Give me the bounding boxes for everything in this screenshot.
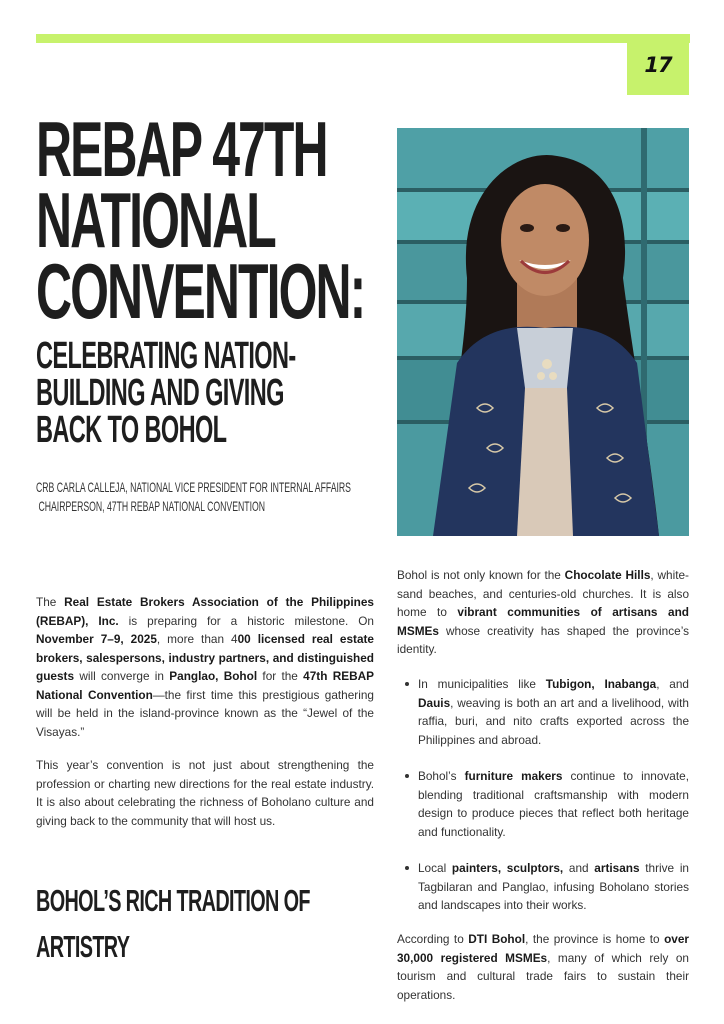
list-item (397, 767, 689, 841)
title-line: NATIONAL (36, 176, 275, 264)
bold-run: artisans (594, 861, 640, 875)
list-item (397, 859, 689, 915)
title-line: CONVENTION: (36, 247, 365, 335)
text-run: , and (656, 677, 689, 691)
list-item (397, 675, 689, 749)
subtitle-line: BUILDING AND GIVING (36, 372, 284, 414)
byline-line: CRB CARLA CALLEJA, NATIONAL VICE PRESIDENT FOR INTERNAL AFFAIRS (36, 479, 351, 495)
text-run: , white-sand beaches, and centuries-old churches. It is also home to (397, 568, 689, 619)
bold-run: 00 licensed real estate brokers, salespersons, industry partners, and distinguished guests (36, 632, 374, 683)
text-run: —the first time this prestigious gathering will be held in the island-province known as the “Jewel of the Visayas.” (36, 687, 374, 739)
section-heading-line: BOHOL’S RICH TRADITION OF (36, 883, 310, 918)
text-run: continue to innovate, blending traditional craftsmanship with modern design to produce pieces that reflect both heritage and functionality. (418, 769, 689, 839)
text-run: , weaving is both an art and a livelihood, with raffia, buri, and nito crafts exported across the Philippines and abroad. (418, 695, 689, 747)
title-line: REBAP 47TH (36, 105, 327, 193)
bold-run: Dauis (418, 695, 451, 710)
top-accent-bar (36, 34, 690, 43)
text-run: and (563, 861, 595, 875)
bold-run: furniture makers (464, 769, 563, 783)
author-portrait-photo (397, 128, 689, 536)
byline-line: CHAIRPERSON, 47TH REBAP NATIONAL CONVENTION (38, 498, 266, 514)
text-run: , more than 4 (156, 632, 238, 646)
text-run: In municipalities like (418, 677, 546, 691)
bold-run: vibrant communities of artisans and MSMEs (397, 605, 690, 638)
subtitle-line: BACK TO BOHOL (36, 409, 227, 451)
text-run: , the province is home to (525, 932, 665, 946)
subtitle-line: CELEBRATING NATION- (36, 335, 296, 377)
text-run: will converge in (74, 669, 170, 683)
bold-run: November 7–9, 2025 (36, 632, 157, 646)
bold-run: Panglao, Bohol (169, 669, 258, 683)
text-run: for the (257, 669, 304, 683)
text-run: Bohol’s (418, 769, 465, 783)
bold-run: Tubigon, Inabanga (545, 677, 657, 691)
text-run: thrive in Tagbilaran and Panglao, infusing Boholano stories and landscapes into their works. (418, 861, 689, 912)
bold-run: Real Estate Brokers Association of the Philippines (REBAP), Inc. (36, 595, 374, 628)
text-run: , many of which rely on tourism and cultural trade fairs to sustain their operations. (397, 950, 689, 1002)
bold-run: Chocolate Hills (564, 568, 651, 582)
section-heading (36, 878, 369, 970)
text-run: Local (418, 861, 452, 875)
convention-purpose-paragraph: This year’s convention is not just about strengthening the profession or charting new directions for the real estate industry. It is also about celebrating the richness of Boholano culture and giving back to the community that will host us. (36, 758, 374, 828)
bold-run: over 30,000 registered MSMEs (397, 932, 689, 965)
text-run: Bohol is not only known for the (397, 568, 565, 582)
bullet-icon (405, 866, 409, 870)
bold-run: painters, sculptors, (451, 861, 564, 875)
bold-run: DTI Bohol (468, 932, 526, 946)
text-run: is preparing for a historic milestone. On (118, 613, 374, 628)
article-title (36, 105, 369, 335)
page-number: 17 (627, 34, 689, 95)
section-heading-line: ARTISTRY (36, 929, 130, 964)
artisan-bullet-list (397, 675, 689, 933)
text-run: According to (397, 932, 469, 946)
intro-paragraph (36, 593, 374, 741)
dti-paragraph (397, 930, 689, 1004)
bold-run: 47th REBAP National Convention (36, 669, 374, 702)
author-byline (36, 478, 408, 516)
text-run: whose creativity has shaped the province’s identity. (397, 623, 689, 656)
article-subtitle (36, 335, 327, 451)
bullet-icon (405, 682, 409, 686)
bohol-intro-paragraph (397, 566, 689, 659)
text-run: The (36, 595, 65, 609)
bullet-icon (405, 774, 409, 778)
